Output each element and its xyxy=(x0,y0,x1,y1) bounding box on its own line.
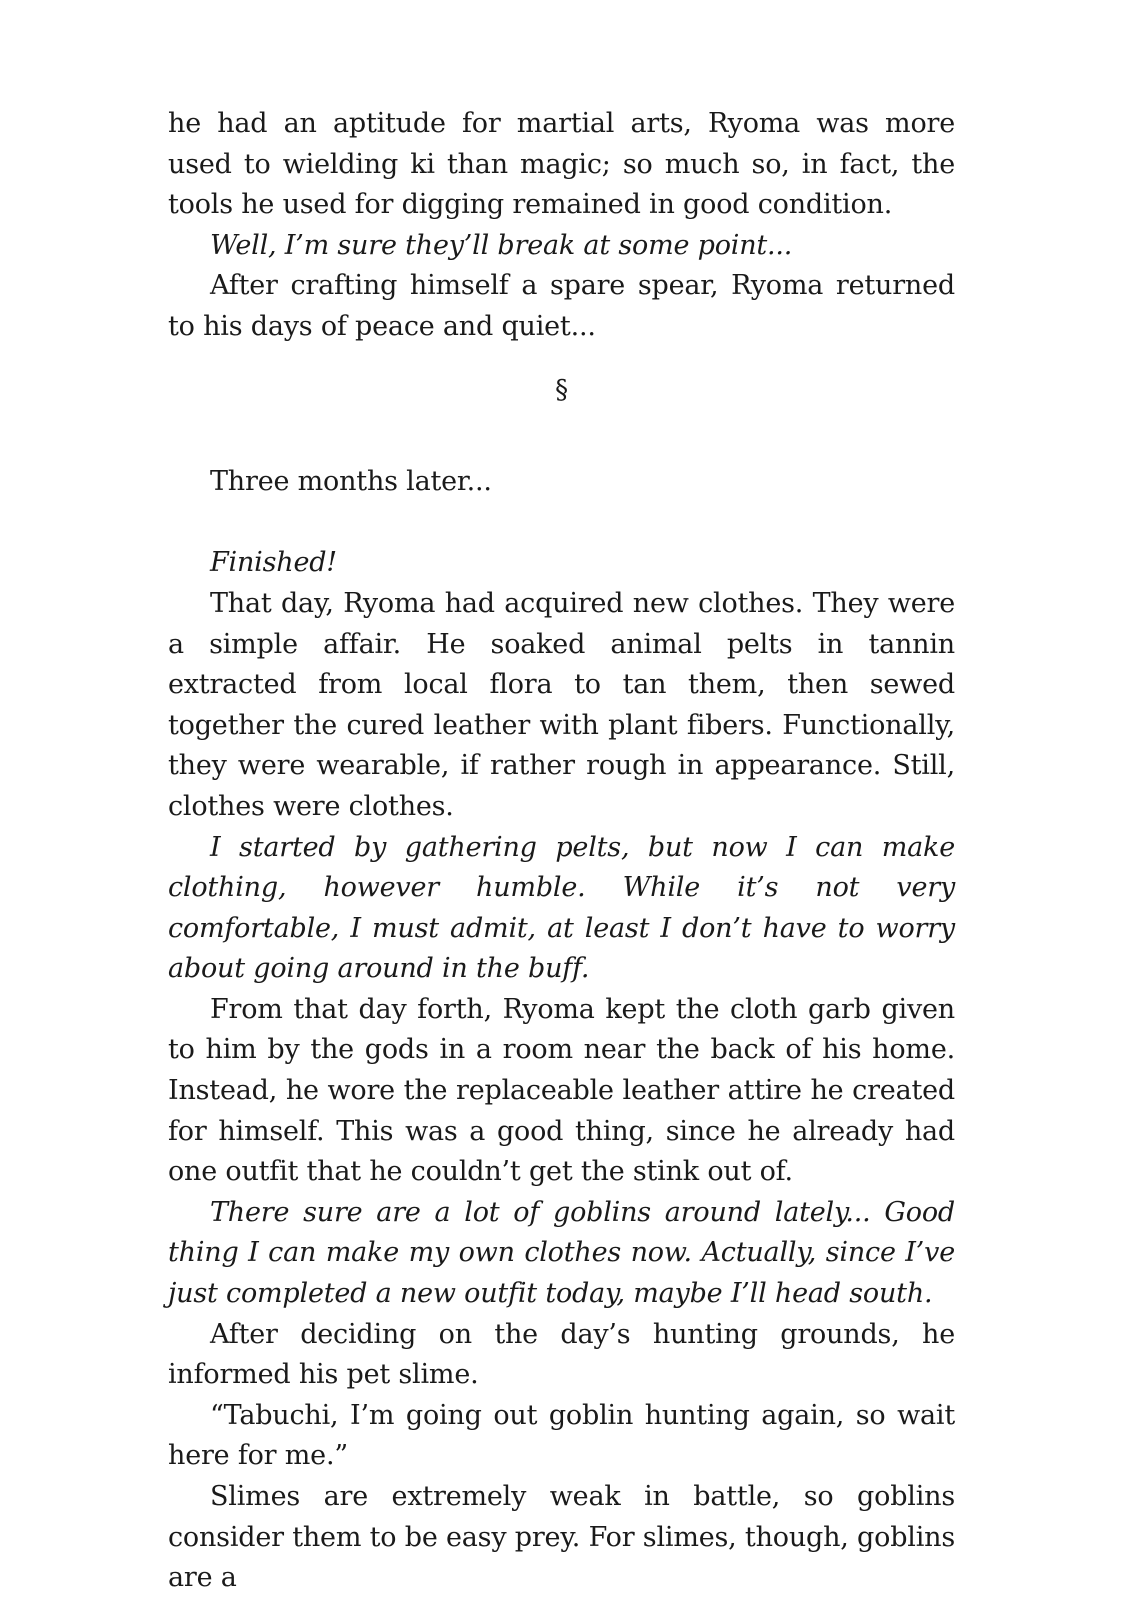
paragraph-gap xyxy=(168,503,955,544)
paragraph-slimes: Slimes are extremely weak in battle, so goblins consider them to be easy prey. For slimes, though, goblins are a xyxy=(168,1481,955,1594)
section-break-mark: § xyxy=(555,374,568,405)
paragraph-thought-tools: Well, I’m sure they’ll break at some point... xyxy=(210,229,793,261)
paragraph-continuation: he had an aptitude for martial arts, Ryoma was more used to wielding ki than magic; so much so, in fact, the tools he used for digging remained in good condition. xyxy=(168,108,955,221)
paragraph-cloth-garb: From that day forth, Ryoma kept the cloth garb given to him by the gods in a room near the back of his home. Instead, he wore the replaceable leather attire he created for himself. This was a good thing, since he already had one outfit that he couldn’t get the stink out of. xyxy=(168,993,955,1188)
book-page xyxy=(168,104,955,1599)
paragraph-thought-goblins: There sure are a lot of goblins around lately... Good thing I can make my own clothes now. Actually, since I’ve just completed a new outfit today, maybe I’ll head south. xyxy=(168,1196,955,1310)
paragraph-new-clothes: That day, Ryoma had acquired new clothes. They were a simple affair. He soaked animal pelts in tannin extracted from local flora to tan them, then sewed together the cured leather with plant fibers. Functionally, they were wearable, if rather rough in appearance. Still, clothes were clothes. xyxy=(168,587,955,822)
paragraph-three-months: Three months later... xyxy=(210,466,492,498)
paragraph-hunting-grounds: After deciding on the day’s hunting grounds, he informed his pet slime. xyxy=(168,1318,955,1391)
paragraph-dialogue-tabuchi: “Tabuchi, I’m going out goblin hunting again, so wait here for me.” xyxy=(168,1399,955,1472)
paragraph-finished: Finished! xyxy=(210,547,337,579)
paragraph-spare-spear: After crafting himself a spare spear, Ryoma returned to his days of peace and quiet... xyxy=(168,270,955,342)
paragraph-thought-pelts: I started by gathering pelts, but now I can make clothing, however humble. While it’s not very comfortable, I must admit, at least I don’t have to worry about going around in the buff. xyxy=(168,831,955,985)
